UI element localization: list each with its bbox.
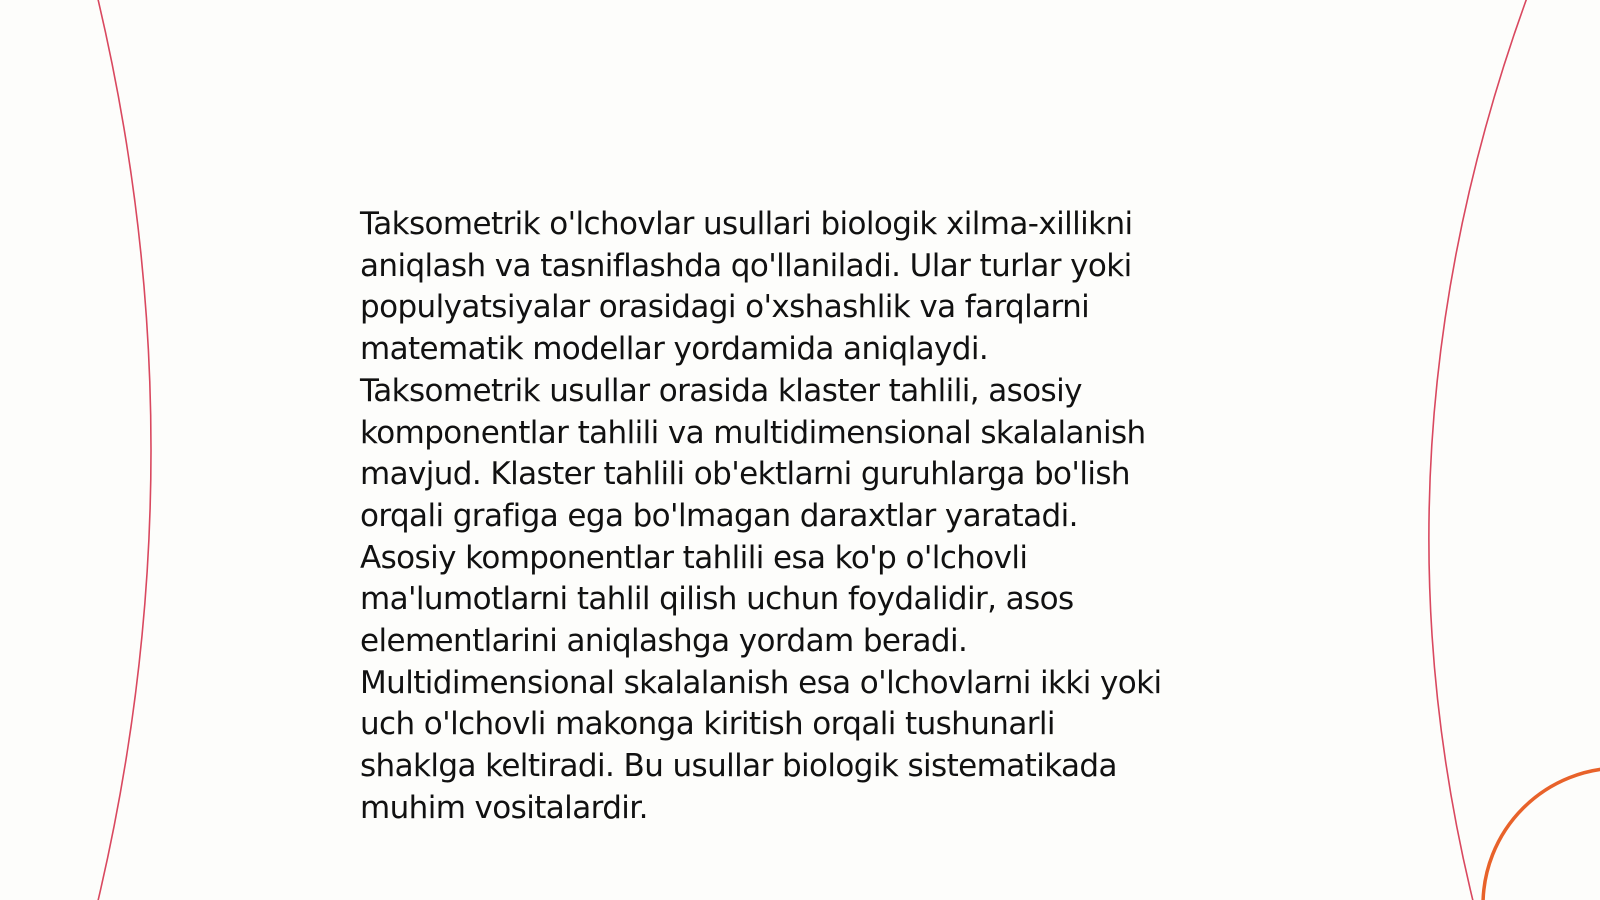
corner-arc bbox=[1483, 768, 1600, 900]
body-text-line: mavjud. Klaster tahlili ob'ektlarni guruhlarga bo'lish bbox=[360, 456, 1130, 493]
body-text-line: shaklga keltiradi. Bu usullar biologik sistematikada bbox=[360, 748, 1117, 785]
body-text-line: komponentlar tahlili va multidimensional skalalanish bbox=[360, 414, 1146, 451]
left-curve-line bbox=[97, 0, 151, 900]
body-text-line: ma'lumotlarni tahlil qilish uchun foydalidir, asos bbox=[360, 581, 1074, 618]
body-text-line: orqali grafiga ega bo'lmagan daraxtlar yaratadi. bbox=[360, 497, 1078, 534]
body-text-line: Taksometrik usullar orasida klaster tahlili, asosiy bbox=[360, 372, 1082, 409]
body-text-line: aniqlash va tasniflashda qo'llaniladi. Ular turlar yoki bbox=[360, 247, 1132, 284]
body-text-line: Multidimensional skalalanish esa o'lchovlarni ikki yoki bbox=[360, 664, 1162, 701]
body-text-line: Taksometrik o'lchovlar usullari biologik xilma-xillikni bbox=[360, 206, 1133, 242]
body-text-line: elementlarini aniqlashga yordam beradi. bbox=[360, 623, 968, 660]
body-text-line: muhim vositalardir. bbox=[360, 789, 648, 826]
body-text-line: matematik modellar yordamida aniqlaydi. bbox=[360, 331, 989, 368]
slide-body-text bbox=[360, 204, 1260, 830]
body-text-line: Asosiy komponentlar tahlili esa ko'p o'lchovli bbox=[360, 539, 1028, 576]
body-text-line: uch o'lchovli makonga kiritish orqali tushunarli bbox=[360, 706, 1055, 743]
right-curve-line bbox=[1429, 0, 1528, 900]
body-text-line: populyatsiyalar orasidagi o'xshashlik va farqlarni bbox=[360, 289, 1090, 326]
